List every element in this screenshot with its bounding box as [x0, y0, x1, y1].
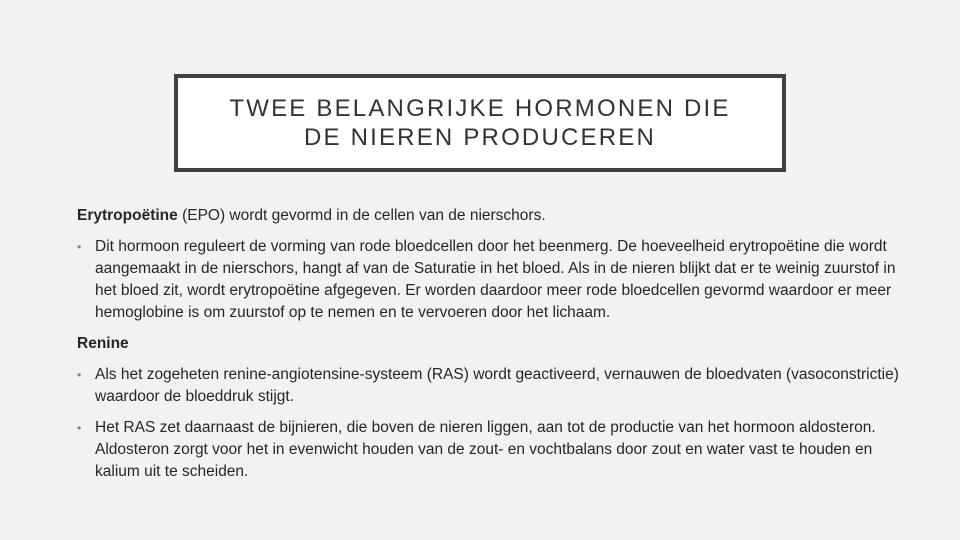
- slide-title-line-1: TWEE BELANGRIJKE HORMONEN DIE: [229, 95, 731, 122]
- bullet-dot-icon: •: [77, 421, 82, 435]
- slide-title-line-2: DE NIEREN PRODUCEREN: [303, 124, 657, 151]
- epo-term: Erytropoëtine: [77, 207, 178, 224]
- renine-bullet-text-2: Het RAS zet daarnaast de bijnieren, die boven de nieren liggen, aan tot de productie van het hormoon aldosteron. Aldosteron zorgt voor het in evenwicht houden van de zout- en vochtbalans door zout en water vast te houden en kalium uit te scheiden.: [95, 419, 876, 480]
- list-item: [77, 364, 912, 408]
- epo-bullet-list: [77, 236, 912, 324]
- bullet-dot-icon: •: [77, 240, 82, 254]
- epo-intro-text: (EPO) wordt gevormd in de cellen van de nierschors.: [177, 207, 546, 224]
- epo-bullet-text: Dit hormoon reguleert de vorming van rode bloedcellen door het beenmerg. De hoeveelheid erytropoëtine die wordt aangemaakt in de nierschors, hangt af van de Saturatie in het bloed. Als in de nieren blijkt dat er te weinig zuurstof in het bloed zit, wordt erytropoëtine afgegeven. Er worden daardoor meer rode bloedcellen gevormd waardoor er meer hemoglobine is om zuurstof op te nemen en te vervoeren door het lichaam.: [95, 238, 896, 321]
- title-box: [174, 74, 786, 172]
- renine-heading: Renine: [77, 335, 129, 352]
- epo-intro: [77, 205, 912, 227]
- bullet-dot-icon: •: [77, 368, 82, 382]
- list-item: [77, 417, 912, 483]
- renine-bullet-list: [77, 364, 912, 483]
- slide-content: [77, 205, 912, 492]
- list-item: [77, 236, 912, 324]
- renine-bullet-text-1: Als het zogeheten renine-angiotensine-systeem (RAS) wordt geactiveerd, vernauwen de bloedvaten (vasoconstrictie) waardoor de bloeddruk stijgt.: [95, 366, 899, 405]
- slide-title: [200, 94, 760, 152]
